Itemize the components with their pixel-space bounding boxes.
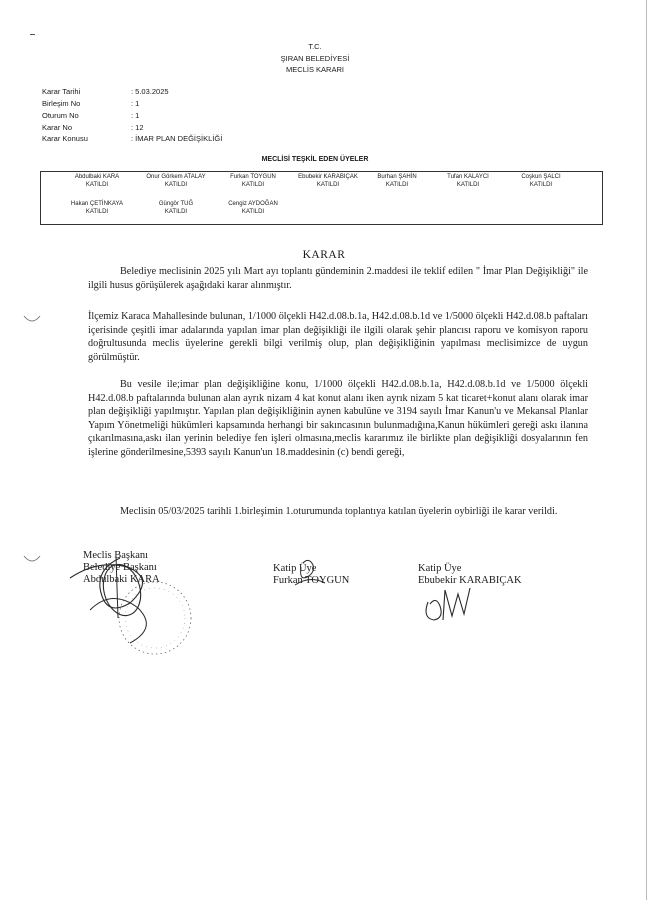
- member-status: KATILDI: [456, 181, 480, 188]
- member-cell: [286, 174, 370, 189]
- member-cell: [217, 201, 289, 216]
- meta-value-decision-no: : 12: [131, 123, 144, 132]
- signature-clerk-2-title: Katip Üye: [418, 563, 462, 574]
- header-municipality: ŞIRAN BELEDİYESİ: [280, 54, 350, 63]
- hole-punch-mark-top: [22, 312, 42, 326]
- member-name: Abdulbaki KARA: [74, 174, 120, 180]
- members-box: [40, 171, 603, 225]
- paragraph-intro: Belediye meclisinin 2025 yılı Mart ayı toplantı gündeminin 2.maddesi ile teklif edilen " İmar Plan Değişikliği" ile ilgili husus görüşülerek aşağıdaki karar alınmıştır.: [88, 266, 588, 291]
- signature-chairman-name: Abdulbaki KARA: [83, 574, 160, 585]
- meta-value-sitting: : 1: [131, 111, 140, 120]
- member-status: KATILDI: [164, 208, 188, 215]
- member-status: KATILDI: [85, 208, 109, 215]
- header-council-decision: MECLİS KARARI: [286, 65, 344, 74]
- member-status: KATILDI: [316, 181, 340, 188]
- member-status: KATILDI: [241, 208, 265, 215]
- member-name: Cengiz AYDOĞAN: [228, 201, 278, 207]
- member-cell: [505, 174, 577, 189]
- member-name: Furkan TOYGUN: [230, 174, 276, 180]
- meta-value-subject: : İMAR PLAN DEĞİŞİKLİĞİ: [131, 134, 223, 143]
- member-status: KATILDI: [241, 181, 265, 188]
- member-status: KATILDI: [385, 181, 409, 188]
- meta-value-session: : 1: [131, 99, 140, 108]
- meta-label-date: Karar Tarihi: [42, 87, 81, 96]
- chairman-signature-stamp-graphic: [60, 548, 210, 663]
- meta-label-subject: Karar Konusu: [42, 134, 88, 143]
- signature-chairman-title: Meclis Başkanı: [83, 550, 149, 561]
- member-name: Tufan KALAYCI: [447, 174, 489, 180]
- scan-mark-top: [30, 34, 35, 35]
- meta-label-decision-no: Karar No: [42, 123, 73, 132]
- member-name: Güngör TUĞ: [158, 201, 194, 207]
- header-tc: T.C.: [308, 42, 322, 51]
- member-name: Hakan ÇETİNKAYA: [70, 201, 124, 207]
- meta-label-sitting: Oturum No: [42, 111, 79, 120]
- paragraph-details: İlçemiz Karaca Mahallesinde bulunan, 1/1000 ölçekli H42.d.08.b.1a, H42.d.08.b.1d ve 1/5000 ölçekli H42.d.08.b paftaları içerisinde çeşitli imar adalarında yapılan imar plan değişikliği ile ilgili olarak şehir plancısı raporu ve komisyon raporu doğrultusunda meclis üyelerine gerekli bilgi verilmiş olup, plan değişikliğinin yapılması meclisimizce de uygun görülmüştür.: [88, 311, 588, 363]
- paragraph-decision: Bu vesile ile;imar plan değişikliğine konu, 1/1000 ölçekli H42.d.08.b.1a, H42.d.08.b.1d ve 1/5000 ölçekli H42.d.08.b paftalarında bulunan alan ayrık nizam 4 kat konut alanı iken ayrık nizam 5 kat ticaret+konut alanı olarak imar plan değişikliği yapılmıştır. Yapılan plan değişikliğinin aynen kabulüne ve 3194 sayılı İmar Kanun'u ve Mekansal Planlar Yapım Yönetmeliği hükümleri kapsamında herhangi bir sakıncasının bulunmadığına,Kanun hükümleri gereği askı ilanına çıkarılmasına,askı ilan yerinin belediye fen işleri olmasına,meclis kararımız ile birlikte plan değişikliği dosyalarının fen işlerine gönderilmesine,5393 sayılı Kanun'un 18.maddesinin (c) bendi gereği,: [88, 379, 588, 458]
- member-cell: [140, 201, 212, 216]
- member-cell: [140, 174, 212, 189]
- member-status: KATILDI: [164, 181, 188, 188]
- member-status: KATILDI: [85, 181, 109, 188]
- meta-value-date: : 5.03.2025: [131, 87, 169, 96]
- member-name: Burhan ŞAHİN: [377, 174, 417, 180]
- members-title: MECLİSİ TEŞKİL EDEN ÜYELER: [261, 156, 369, 163]
- signature-chairman-role: Belediye Başkanı: [83, 562, 157, 573]
- member-cell: [61, 174, 133, 189]
- paragraph-vote: Meclisin 05/03/2025 tarihli 1.birleşimin 1.oturumunda toplantıya katılan üyelerin oybirliği ile karar verildi.: [120, 506, 558, 517]
- member-name: Coşkun ŞALCI: [521, 174, 561, 180]
- clerk-2-signature-graphic: [418, 582, 493, 627]
- hole-punch-mark-bottom: [22, 552, 42, 566]
- signature-clerk-1-title: Katip Üye: [273, 563, 317, 574]
- scan-edge-line: [646, 0, 647, 900]
- meta-label-session: Birleşim No: [42, 99, 81, 108]
- signature-clerk-1-name: Furkan TOYGUN: [273, 575, 350, 586]
- member-name: Onur Görkem ATALAY: [146, 174, 206, 180]
- member-cell: [361, 174, 433, 189]
- member-name: Ebubekir KARABIÇAK: [298, 174, 358, 180]
- member-status: KATILDI: [529, 181, 553, 188]
- member-cell: [432, 174, 504, 189]
- member-cell: [217, 174, 289, 189]
- signature-clerk-2-name: Ebubekir KARABIÇAK: [418, 575, 522, 586]
- karar-title: KARAR: [302, 249, 346, 261]
- member-cell: [61, 201, 133, 216]
- clerk-1-signature-graphic: [285, 555, 335, 595]
